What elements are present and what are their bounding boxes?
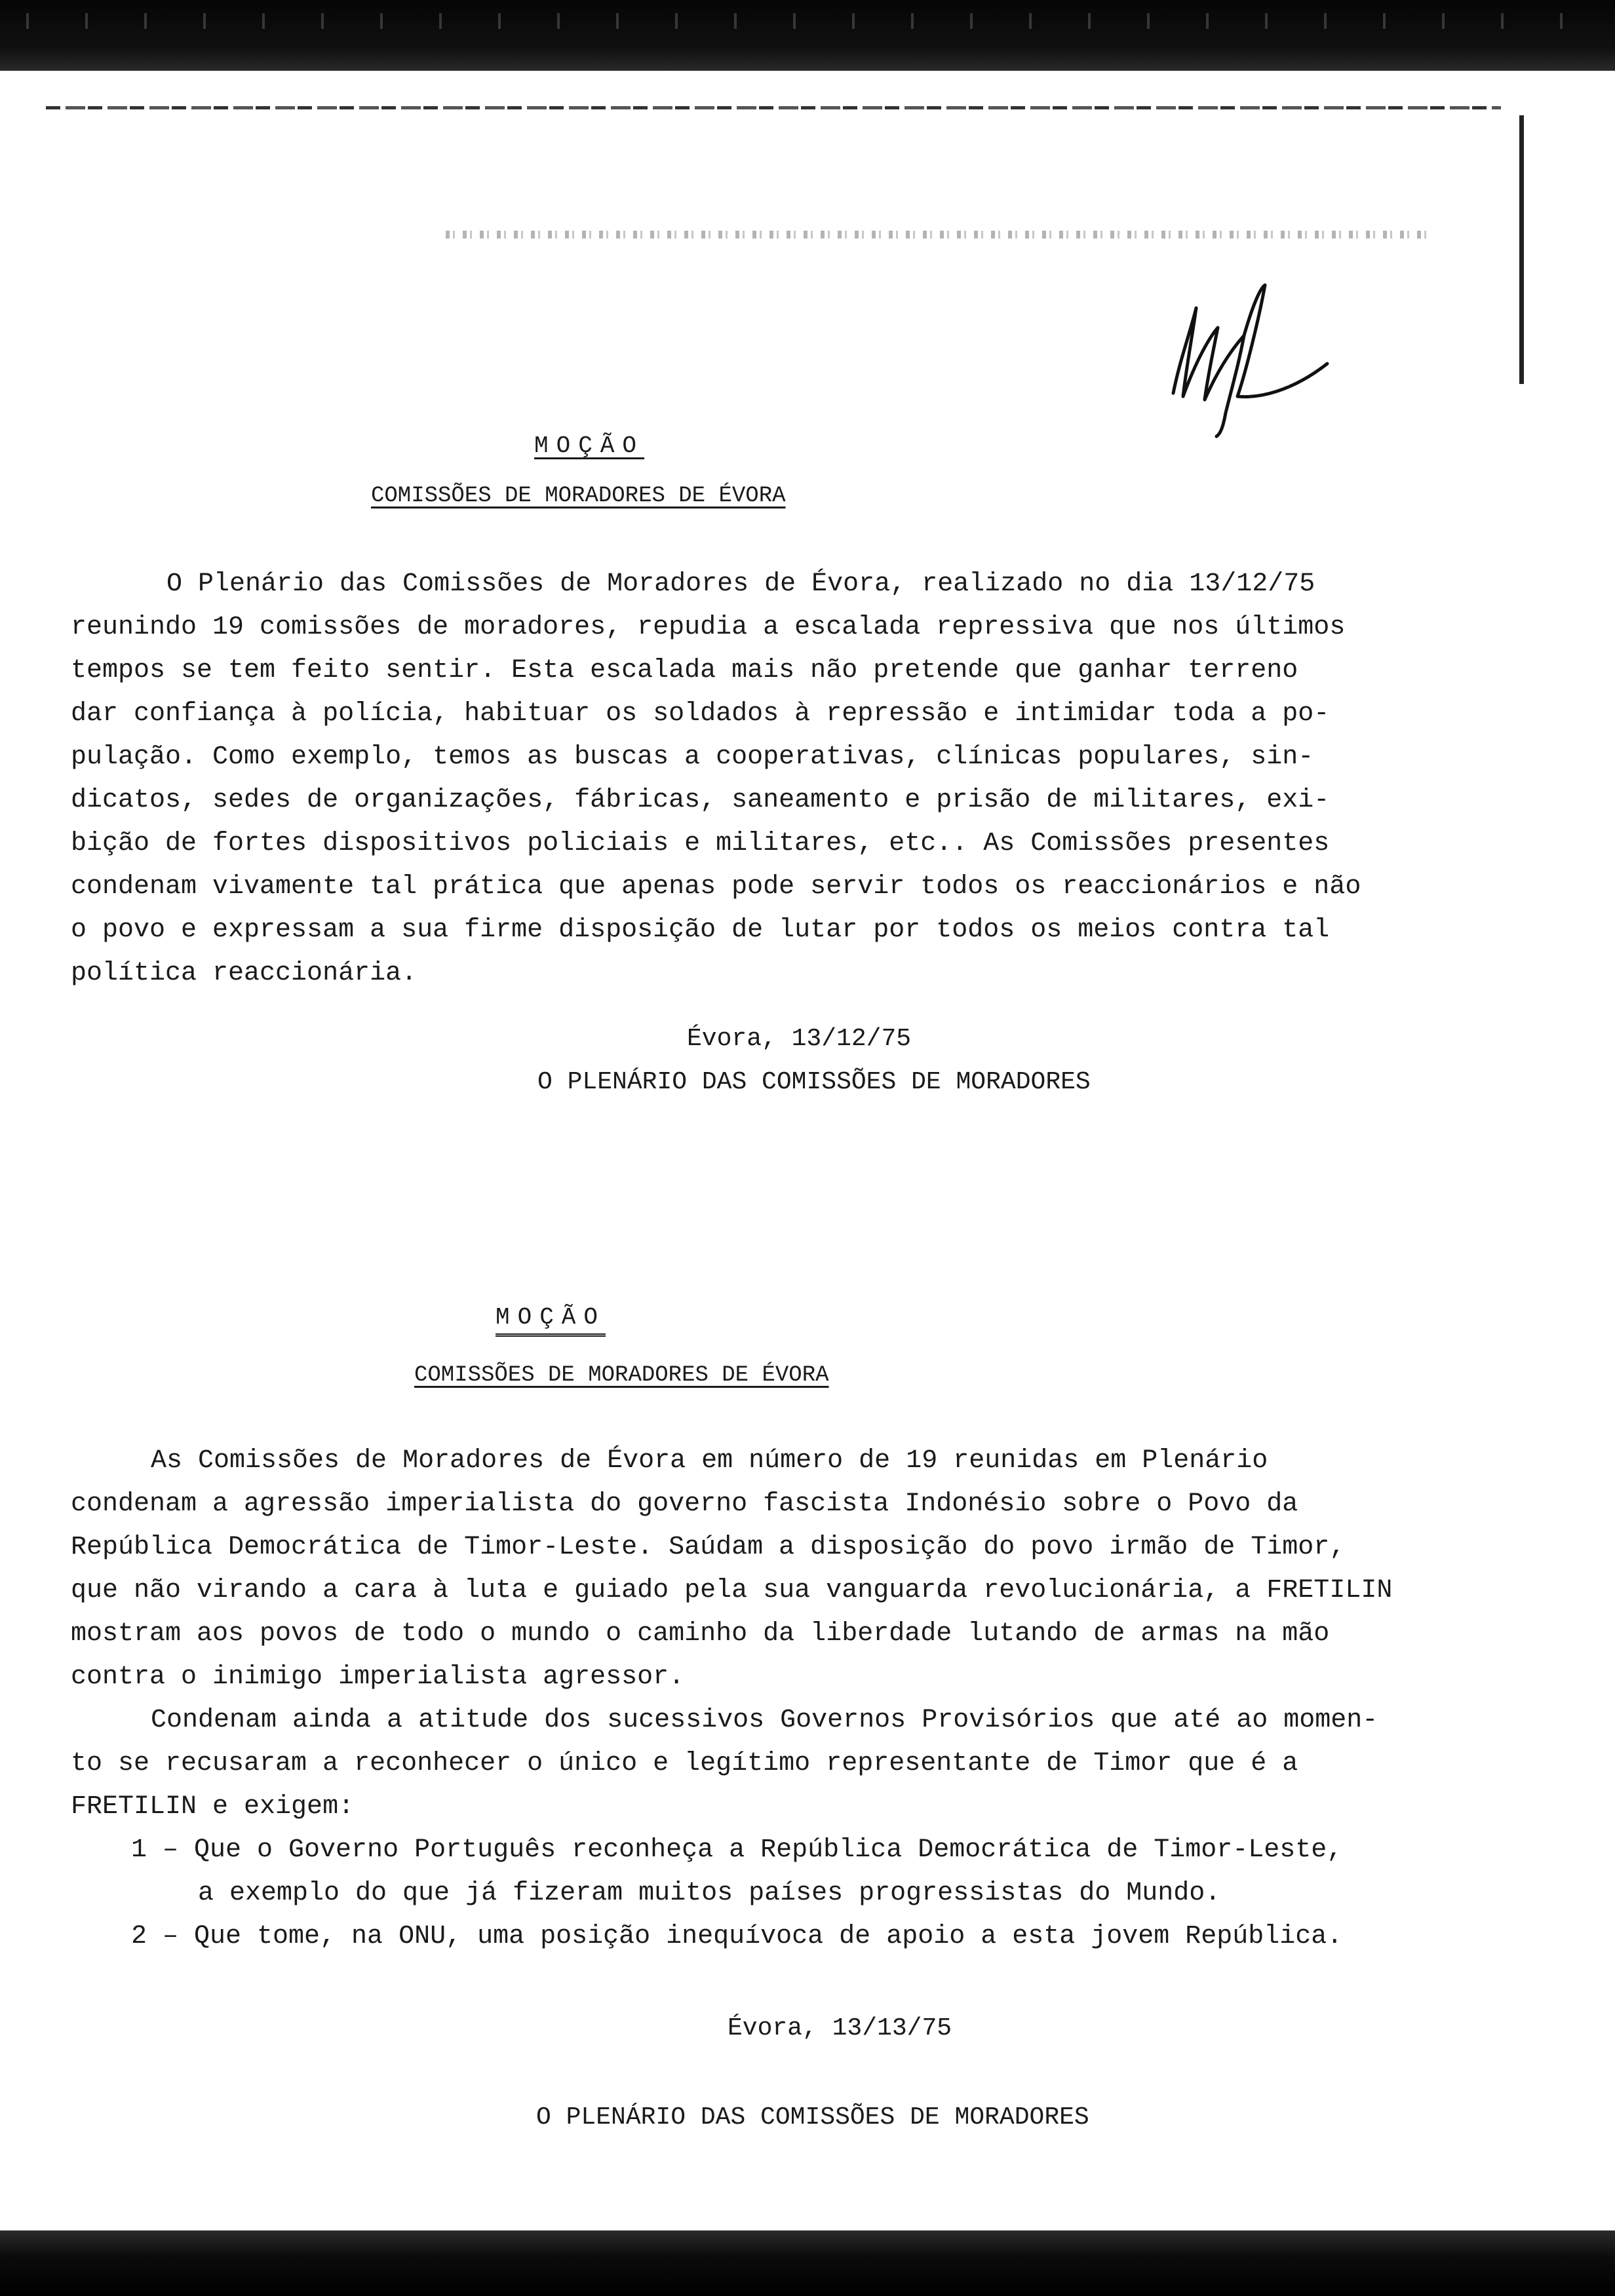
motion-1-line: bição de fortes dispositivos policiais e militares, etc.. As Comissões presentes (71, 829, 1330, 858)
motion-2-line: FRETILIN e exigem: (71, 1792, 355, 1822)
scan-noise (446, 231, 1429, 239)
motion-2-line: Condenam ainda a atitude dos sucessivos Governos Provisórios que até ao momen- (151, 1706, 1378, 1735)
motion-1-place-date: Évora, 13/12/75 (687, 1025, 912, 1053)
motion-2-list-item-continuation: a exemplo do que já fizeram muitos países progressistas do Mundo. (198, 1879, 1221, 1908)
motion-2-line: República Democrática de Timor-Leste. Saúdam a disposição do povo irmão de Timor, (71, 1533, 1346, 1562)
scan-artifact-line (46, 106, 1501, 109)
motion-2-subheading: COMISSÕES DE MORADORES DE ÉVORA (414, 1363, 829, 1388)
motion-1-line: dar confiança à polícia, habituar os soldados à repressão e intimidar toda a po- (71, 699, 1330, 729)
motion-1-line: tempos se tem feito sentir. Esta escalada mais não pretende que ganhar terreno (71, 656, 1298, 685)
motion-1-line: reunindo 19 comissões de moradores, repudia a escalada repressiva que nos últimos (71, 613, 1346, 642)
motion-1-subheading: COMISSÕES DE MORADORES DE ÉVORA (371, 484, 786, 508)
motion-2-line: contra o inimigo imperialista agressor. (71, 1662, 685, 1692)
scan-border-top (0, 0, 1615, 71)
motion-1-line: dicatos, sedes de organizações, fábricas, saneamento e prisão de militares, exi- (71, 786, 1330, 815)
motion-2-line: As Comissões de Moradores de Évora em número de 19 reunidas em Plenário (151, 1446, 1268, 1476)
motion-2-heading: MOÇÃO (496, 1304, 606, 1337)
motion-1-line: o povo e expressam a sua firme disposição de lutar por todos os meios contra tal (71, 915, 1330, 945)
motion-1-line: política reaccionária. (71, 959, 418, 988)
motion-2-line: mostram aos povos de todo o mundo o caminho da liberdade lutando de armas na mão (71, 1619, 1330, 1649)
motion-1-line: pulação. Como exemplo, temos as buscas a cooperativas, clínicas populares, sin- (71, 742, 1314, 772)
motion-2-line: condenam a agressão imperialista do governo fascista Indonésio sobre o Povo da (71, 1489, 1298, 1519)
motion-2-signatory: O PLENÁRIO DAS COMISSÕES DE MORADORES (536, 2103, 1089, 2132)
motion-2-list-item: 1 – Que o Governo Português reconheça a República Democrática de Timor-Leste, (131, 1835, 1343, 1865)
motion-1-heading: MOÇÃO (534, 432, 645, 459)
motion-1-line: condenam vivamente tal prática que apenas pode servir todos os reaccionários e não (71, 872, 1361, 902)
handwritten-initials (1160, 282, 1344, 439)
motion-1-signatory: O PLENÁRIO DAS COMISSÕES DE MORADORES (537, 1068, 1091, 1096)
motion-2-place-date: Évora, 13/13/75 (728, 2014, 952, 2042)
motion-2-line: to se recusaram a reconhecer o único e legítimo representante de Timor que é a (71, 1749, 1298, 1778)
motion-1-line: O Plenário das Comissões de Moradores de Évora, realizado no dia 13/12/75 (166, 569, 1315, 599)
motion-2-list-item: 2 – Que tome, na ONU, uma posição inequívoca de apoio a esta jovem República. (131, 1922, 1343, 1951)
scan-artifact-edge (1519, 115, 1524, 384)
motion-2-line: que não virando a cara à luta e guiado pela sua vanguarda revolucionária, a FRETILIN (71, 1576, 1393, 1605)
scan-border-bottom (0, 2230, 1615, 2296)
